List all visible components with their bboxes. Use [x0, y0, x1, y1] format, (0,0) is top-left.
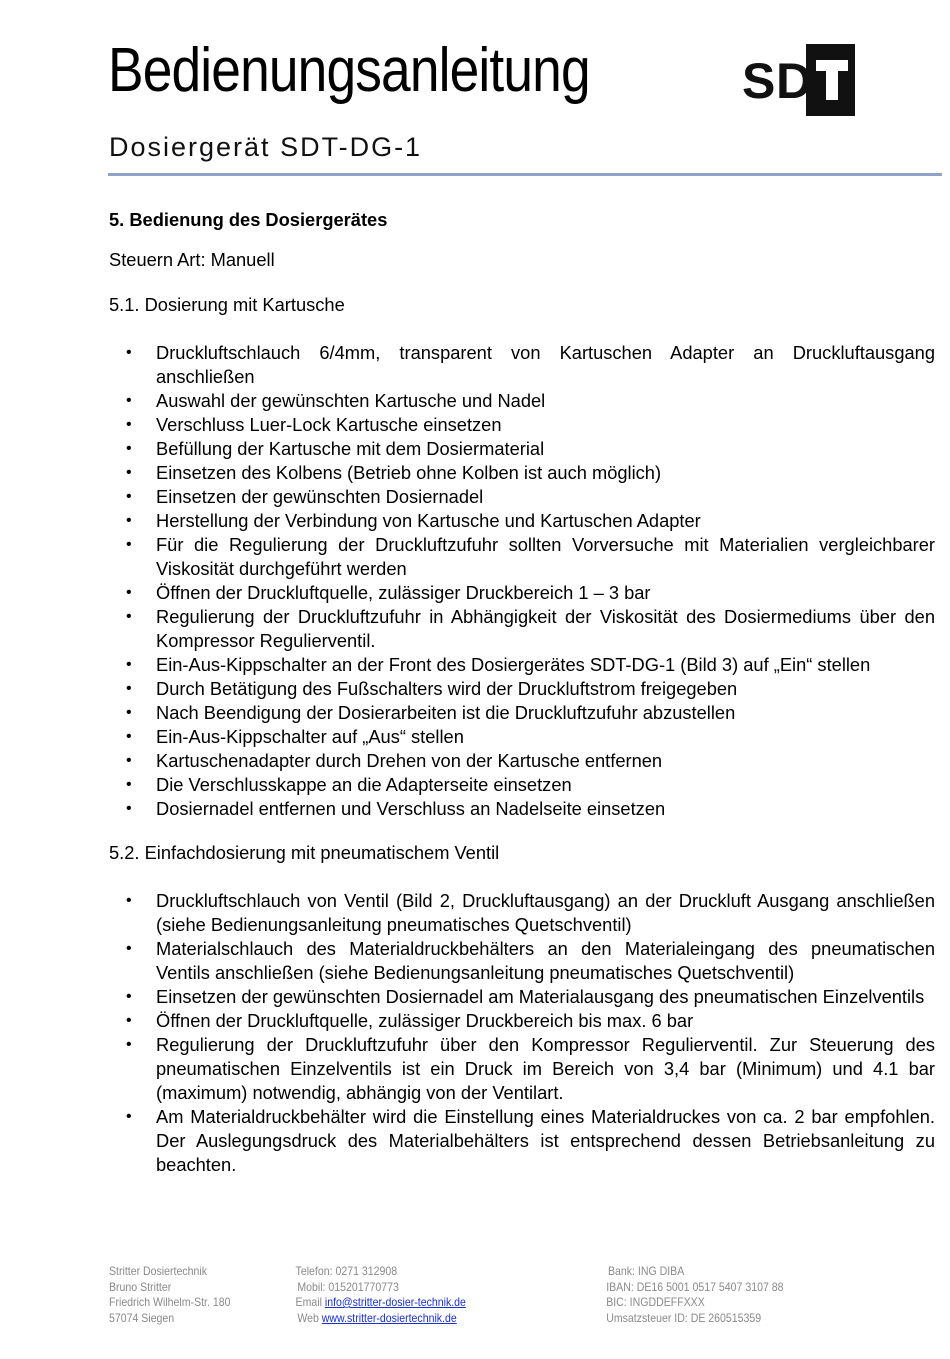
footer-iban: IBAN: DE16 5001 0517 5407 3107 88 [606, 1279, 784, 1294]
subsection-heading-cartridge: 5.1. Dosierung mit Kartusche [109, 294, 345, 315]
list-item: • Regulierung der Druckluftzufuhr in Abhängigkeit der Viskosität des Dosiermediums über den Kompressor Regulierventil. [109, 605, 935, 653]
footer-bank-name: Bank: ING DIBA [607, 1264, 685, 1278]
list-item: • Nach Beendigung der Dosierarbeiten ist die Druckluftzufuhr abzustellen [109, 701, 935, 725]
list-item: • Regulierung der Druckluftzufuhr über den Kompressor Regulierventil. Zur Steuerung des pneumatischen Einzelventils ist ein Druck im Bereich von 3,4 bar (Minimum) und 4.1 bar (maximum) notwendig, abhängig von der Ventilart. [109, 1033, 935, 1105]
main-content [109, 208, 935, 1197]
footer-contact [296, 1264, 466, 1326]
list-item: • Ein-Aus-Kippschalter auf „Aus“ stellen [109, 725, 935, 749]
footer-mobile: Mobil: 015201770773 [297, 1279, 399, 1294]
header-divider [108, 173, 942, 176]
list-item: • Einsetzen der gewünschten Dosiernadel [109, 485, 935, 509]
control-type: Steuern Art: Manuell [109, 249, 275, 270]
footer-email-label: Email [295, 1295, 325, 1309]
footer-company-name: Stritter Dosiertechnik [109, 1264, 208, 1278]
list-item: • Am Materialdruckbehälter wird die Einstellung eines Materialdruckes von ca. 2 bar empfohlen. Der Auslegungsdruck des Materialbehälters ist entsprechend dessen Betriebsanleitung zu beachten. [109, 1105, 935, 1177]
list-item: • Druckluftschlauch 6/4mm, transparent von Kartuschen Adapter an Druckluftausgang anschließen [109, 341, 935, 389]
section-heading: 5. Bedienung des Dosiergerätes [109, 209, 388, 230]
footer-email-row [296, 1295, 466, 1311]
list-item: • Herstellung der Verbindung von Kartusche und Kartuschen Adapter [109, 509, 935, 533]
svg-text:D: D [776, 53, 813, 109]
list-item: • Einsetzen des Kolbens (Betrieb ohne Kolben ist auch möglich) [109, 461, 935, 485]
list-item: • Dosiernadel entfernen und Verschluss an Nadelseite einsetzen [109, 797, 935, 821]
list-item: • Auswahl der gewünschten Kartusche und Nadel [109, 389, 935, 413]
page-title: Bedienungsanleitung [108, 36, 590, 105]
footer-city: 57074 Siegen [109, 1310, 175, 1325]
list-item: • Öffnen der Druckluftquelle, zulässiger Druckbereich 1 – 3 bar [109, 581, 935, 605]
list-item: • Druckluftschlauch von Ventil (Bild 2, Druckluftausgang) an der Druckluft Ausgang anschließen (siehe Bedienungsanleitung pneumatisches Quetschventil) [109, 889, 935, 937]
list-item: • Öffnen der Druckluftquelle, zulässiger Druckbereich bis max. 6 bar [109, 1009, 935, 1033]
footer-web-label: Web [297, 1310, 322, 1325]
footer-vat-id: Umsatzsteuer ID: DE 260515359 [606, 1310, 762, 1325]
footer-phone: Telefon: 0271 312908 [295, 1264, 398, 1278]
list-item: • Verschluss Luer-Lock Kartusche einsetzen [109, 413, 935, 437]
list-item: • Die Verschlusskappe an die Adapterseite einsetzen [109, 773, 935, 797]
email-link[interactable]: info@stritter-dosier-technik.de [324, 1295, 466, 1309]
cartridge-steps-list [109, 341, 935, 821]
list-item: • Kartuschenadapter durch Drehen von der Kartusche entfernen [109, 749, 935, 773]
page-subtitle: Dosiergerät SDT-DG-1 [109, 132, 423, 162]
footer-street: Friedrich Wilhelm-Str. 180 [109, 1295, 231, 1309]
subsection-heading-valve: 5.2. Einfachdosierung mit pneumatischem Ventil [109, 842, 500, 863]
website-link[interactable]: www.stritter-dosiertechnik.de [321, 1310, 457, 1325]
list-item: • Materialschlauch des Materialdruckbehälters an den Materialeingang des pneumatischen Ventils anschließen (siehe Bedienungsanleitung pneumatisches Quetschventil) [109, 937, 935, 985]
list-item: • Einsetzen der gewünschten Dosiernadel am Materialausgang des pneumatischen Einzelventils [109, 985, 935, 1009]
svg-text:S: S [742, 53, 774, 109]
list-item: • Für die Regulierung der Druckluftzufuhr sollten Vorversuche mit Materialien vergleichbarer Viskosität durchgeführt werden [109, 533, 935, 581]
footer-company [109, 1264, 230, 1326]
footer-web-row [296, 1311, 466, 1327]
valve-steps-list [109, 889, 935, 1177]
footer-bank [606, 1264, 783, 1326]
list-item: • Befüllung der Kartusche mit dem Dosiermaterial [109, 437, 935, 461]
list-item: • Ein-Aus-Kippschalter an der Front des Dosiergerätes SDT-DG-1 (Bild 3) auf „Ein“ stellen [109, 653, 935, 677]
footer-person: Bruno Stritter [109, 1279, 172, 1294]
list-item: • Durch Betätigung des Fußschalters wird der Druckluftstrom freigegeben [109, 677, 935, 701]
footer-bic: BIC: INGDDEFFXXX [606, 1295, 705, 1309]
sdt-logo [740, 44, 855, 116]
